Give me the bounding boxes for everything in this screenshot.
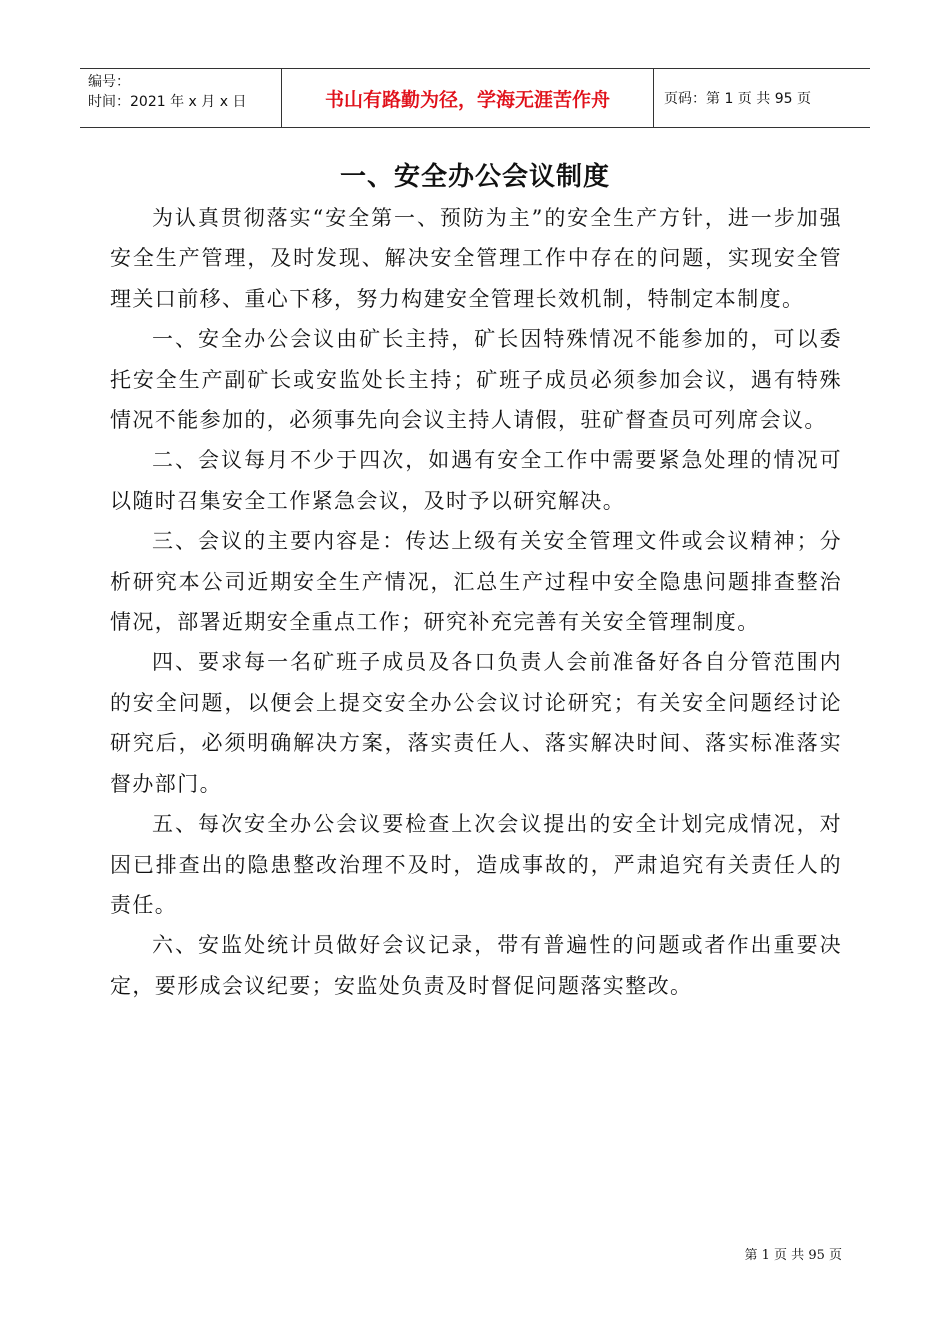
page-header xyxy=(80,68,870,128)
document-date: 时间：2021 年 x 月 x 日 xyxy=(88,94,247,110)
header-meta xyxy=(80,69,282,127)
document-title: 一、安全办公会议制度 xyxy=(339,162,610,192)
document-number-label: 编号： xyxy=(88,74,130,90)
paragraph-6: 六、安监处统计员做好会议记录，带有普遍性的问题或者作出重要决定，要形成会议纪要；安监处负责及时督促问题落实整改。 xyxy=(110,933,842,998)
paragraph-intro: 为认真贯彻落实“安全第一、预防为主”的安全生产方针，进一步加强安全生产管理，及时发现、解决安全管理工作中存在的问题，实现安全管理关口前移、重心下移，努力构建安全管理长效机制，特制定本制度。 xyxy=(110,206,842,311)
header-motto: 书山有路勤为径，学海无涯苦作舟 xyxy=(282,69,654,127)
paragraph-1: 一、安全办公会议由矿长主持，矿长因特殊情况不能参加的，可以委托安全生产副矿长或安监处长主持；矿班子成员必须参加会议，遇有特殊情况不能参加的，必须事先向会议主持人请假，驻矿督查员可列席会议。 xyxy=(110,327,842,433)
document-body xyxy=(110,198,842,1006)
page-footer-number: 第 1 页 共 95 页 xyxy=(744,1248,842,1263)
paragraph-5: 五、每次安全办公会议要检查上次会议提出的安全计划完成情况，对因已排查出的隐患整改治理不及时，造成事故的，严肃追究有关责任人的责任。 xyxy=(110,812,842,917)
paragraph-2: 二、会议每月不少于四次，如遇有安全工作中需要紧急处理的情况可以随时召集安全工作紧急会议，及时予以研究解决。 xyxy=(110,448,842,513)
header-page-info: 页码：第 1 页 共 95 页 xyxy=(664,91,811,107)
paragraph-3: 三、会议的主要内容是：传达上级有关安全管理文件或会议精神；分析研究本公司近期安全生产情况，汇总生产过程中安全隐患问题排查整治情况，部署近期安全重点工作；研究补充完善有关安全管理制度。 xyxy=(110,529,842,635)
paragraph-4: 四、要求每一名矿班子成员及各口负责人会前准备好各自分管范围内的安全问题，以便会上提交安全办公会议讨论研究；有关安全问题经讨论研究后，必须明确解决方案，落实责任人、落实解决时间、落实标准落实督办部门。 xyxy=(110,650,842,796)
